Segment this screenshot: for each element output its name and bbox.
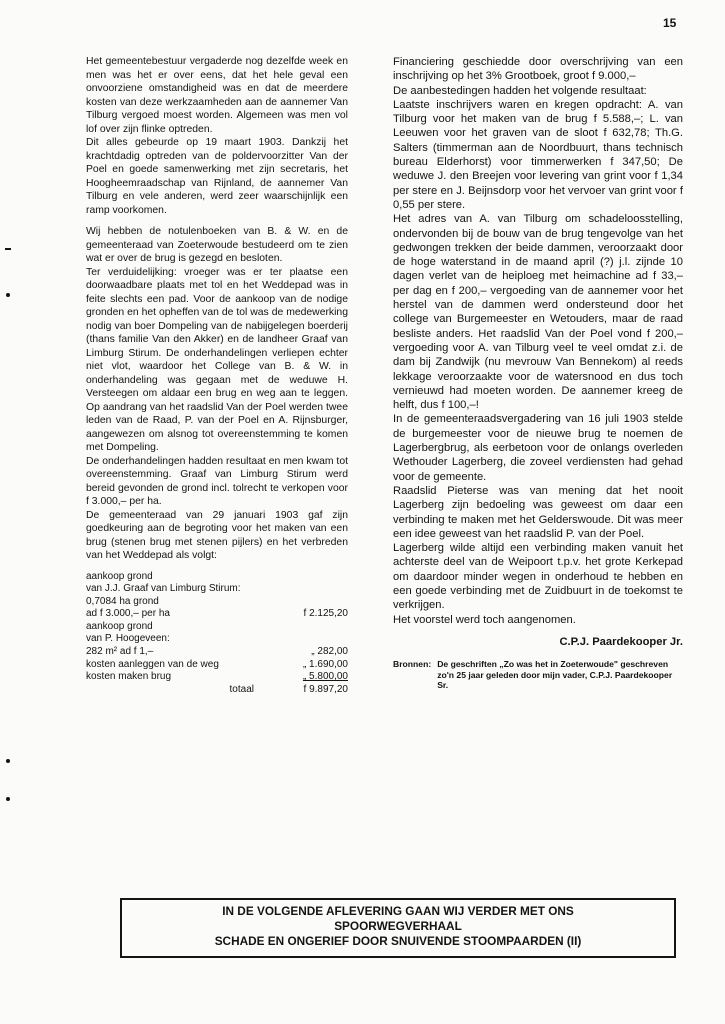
margin-dot xyxy=(6,797,10,801)
paragraph: De gemeenteraad van 29 januari 1903 gaf zijn goedkeuring aan de begroting voor het maken van een brug (stenen brug met stenen pijlers) en het verbreden van het Weddepad als volgt: xyxy=(86,509,348,561)
cost-label: kosten maken brug xyxy=(86,671,172,683)
cost-total-label: totaal xyxy=(229,683,254,695)
cost-total-amount: f 9.897,20 xyxy=(303,683,348,695)
cost-amount: „ 5.800,00 xyxy=(302,671,348,683)
cost-table xyxy=(86,571,348,697)
cost-label: van J.J. Graaf van Limburg Stirum: xyxy=(86,583,241,595)
cost-amount: f 2.125,20 xyxy=(303,608,348,620)
sources-label: Bronnen: xyxy=(393,659,432,670)
cost-row xyxy=(86,671,348,684)
paragraph: Het gemeentebestuur vergaderde nog dezelfde week en men was het er over eens, dat het hele geval een onvoorziene omstandigheid was en dat de meerdere kosten van deze werkzaamheden aan de aannemer Van Tilburg vergoed moest worden. Algemeen was men vol lof over zijn flinke optreden. xyxy=(86,56,348,135)
cost-label: van P. Hoogeveen: xyxy=(86,633,170,645)
cost-label: kosten aanleggen van de weg xyxy=(86,658,219,670)
paragraph: Het adres van A. van Tilburg om schadeloosstelling, ondervonden bij de bouw van de brug tengevolge van het gedwongen trekken der beide dammen, veroorzaakt door de hoge waterstand in de maand april (?) j.l. zijnde 10 dagen verlet van de heiploeg met heimachine ad f 33,– per dag en f 200,– vergoeding van de aannemer voor het herstel van de dammen werd ondersteund door het college van Burgemeester en Wetouders, maar de raad besliste anders. Het raadslid Van der Poel vond f 200,– vergoeding voor A. van Tilburg veel te veel omdat z.i. de dam bij Zandwijk (nu mevrouw Van Bennekom) al reeds lekkage veroorzaakte voor de watersnood en dus toch vernieuwd had moeten worden. De aannemer kreeg de helft, dus f 100,–! xyxy=(393,213,683,412)
cost-total-row xyxy=(86,684,348,697)
paragraph: De onderhandelingen hadden resultaat en men kwam tot overeenstemming. Graaf van Limburg Stirum werd bereid gevonden de grond incl. tolrecht te verkopen voor f 3.000,– per ha. xyxy=(86,455,348,507)
paragraph: Laatste inschrijvers waren en kregen opdracht: A. van Tilburg voor het maken van de brug f 5.588,–; L. van Leeuwen voor het graven van de sloot f 632,78; Th.G. Salters (timmerman aan de Noordbuurt, thans technisch bureau Elderhorst) voor timmerwerken f 347,50; De weduwe J. den Breejen voor levering van grint voor f 1,34 per stere en J. Beijnsdorp voor het vervoer van grint voor f 0,55 per stere. xyxy=(393,98,683,211)
cost-row xyxy=(86,596,348,609)
sources-text: De geschriften „Zo was het in Zoeterwoude" geschreven zo'n 25 jaar geleden door mijn vader, C.P.J. Paardekooper Sr. xyxy=(437,659,673,690)
cost-row xyxy=(86,608,348,621)
author-signature: C.P.J. Paardekooper Jr. xyxy=(559,635,683,648)
cost-label: aankoop grond xyxy=(86,570,153,582)
margin-mark xyxy=(5,248,11,250)
cost-amount: „ 1.690,00 xyxy=(302,658,348,670)
cost-label: ad f 3.000,– per ha xyxy=(86,608,170,620)
cost-label: aankoop grond xyxy=(86,620,153,632)
cost-row xyxy=(86,633,348,646)
cost-row xyxy=(86,571,348,584)
cost-row xyxy=(86,659,348,672)
margin-dot xyxy=(6,293,10,297)
margin-dot xyxy=(6,759,10,763)
paragraph: Het voorstel werd toch aangenomen. xyxy=(393,613,576,626)
paragraph: Wij hebben de notulenboeken van B. & W. en de gemeenteraad van Zoeterwoude bestudeerd om te zien wat er over de brug is gezegd en besloten. xyxy=(86,226,348,264)
cost-amount: „ 282,00 xyxy=(311,646,348,658)
paragraph: Financiering geschiedde door overschrijving van een inschrijving op het 3% Grootboek, groot f 9.000,– xyxy=(393,56,683,83)
notice-line: SCHADE EN ONGERIEF DOOR SNUIVENDE STOOMPAARDEN (II) xyxy=(214,934,582,948)
right-column xyxy=(393,55,683,690)
paragraph: In de gemeenteraadsvergadering van 16 juli 1903 stelde de burgemeester voor de nieuwe brug te noemen de Lagerbergbrug, als eerbetoon voor de onlangs overleden Wethouder Lagerberg, die zoveel verdiensten had gehad voor de gemeente. xyxy=(393,413,683,483)
sources-note xyxy=(393,659,683,690)
left-column xyxy=(86,55,348,696)
paragraph: Raadslid Pieterse was van mening dat het nooit Lagerberg zijn bedoeling was geweest om daar een verbinding te maken met het Gelderswoude. Dit was meer een idee geweest van het raadslid P. van der Poel. xyxy=(393,484,683,540)
cost-row xyxy=(86,621,348,634)
next-episode-notice xyxy=(120,898,676,958)
paragraph: Ter verduidelijking: vroeger was er ter plaatse een doorwaadbare plaats met tol en het Weddepad was in feite slechts een pad. Voor de aankoop van de nodige gronden en het opheffen van de tol was de medewerking nodig van boer Dompeling van de nabijgelegen boerderij (thans familie Van den Akker) en de landheer Graaf van Limburg Stirum. De onderhandelingen verliepen echter niet vlot, waardoor het College van B. & W. in onderhandeling was gegaan met de weduwe H. Versteegen om aldaar een brug en weg aan te leggen. Op aandrang van het raadslid Van der Poel werden twee leden van de Raad, P. van der Poel en A. Rijnsburger, aangewezen om alsnog tot overeenstemming te komen met Dompeling. xyxy=(86,266,348,453)
cost-row xyxy=(86,646,348,659)
paragraph: De aanbestedingen hadden het volgende resultaat: xyxy=(393,84,647,97)
paragraph: Dit alles gebeurde op 19 maart 1903. Dankzij het krachtdadig optreden van de poldervoorzitter Van der Poel en goede samenwerking met zijn secretaris, het Hoogheemraadschap van Rijnland, de aannemer Van Tilburg en vele anderen, werd zeer waarschijnlijk een ramp voorkomen. xyxy=(86,137,348,216)
cost-label: 0,7084 ha grond xyxy=(86,595,159,607)
notice-line: SPOORWEGVERHAAL xyxy=(334,919,462,933)
cost-row xyxy=(86,583,348,596)
paragraph: Lagerberg wilde altijd een verbinding maken vanuit het achterste deel van de Weipoort t.p.v. het grote Kerkepad om daardoor minder wegen in onderhoud te hebben en een goede verbinding met de Zuidbuurt in de toekomst te verkrijgen. xyxy=(393,542,683,612)
notice-line: IN DE VOLGENDE AFLEVERING GAAN WIJ VERDER MET ONS xyxy=(222,904,574,918)
page-number: 15 xyxy=(663,16,677,30)
cost-label: 282 m² ad f 1,– xyxy=(86,646,154,658)
